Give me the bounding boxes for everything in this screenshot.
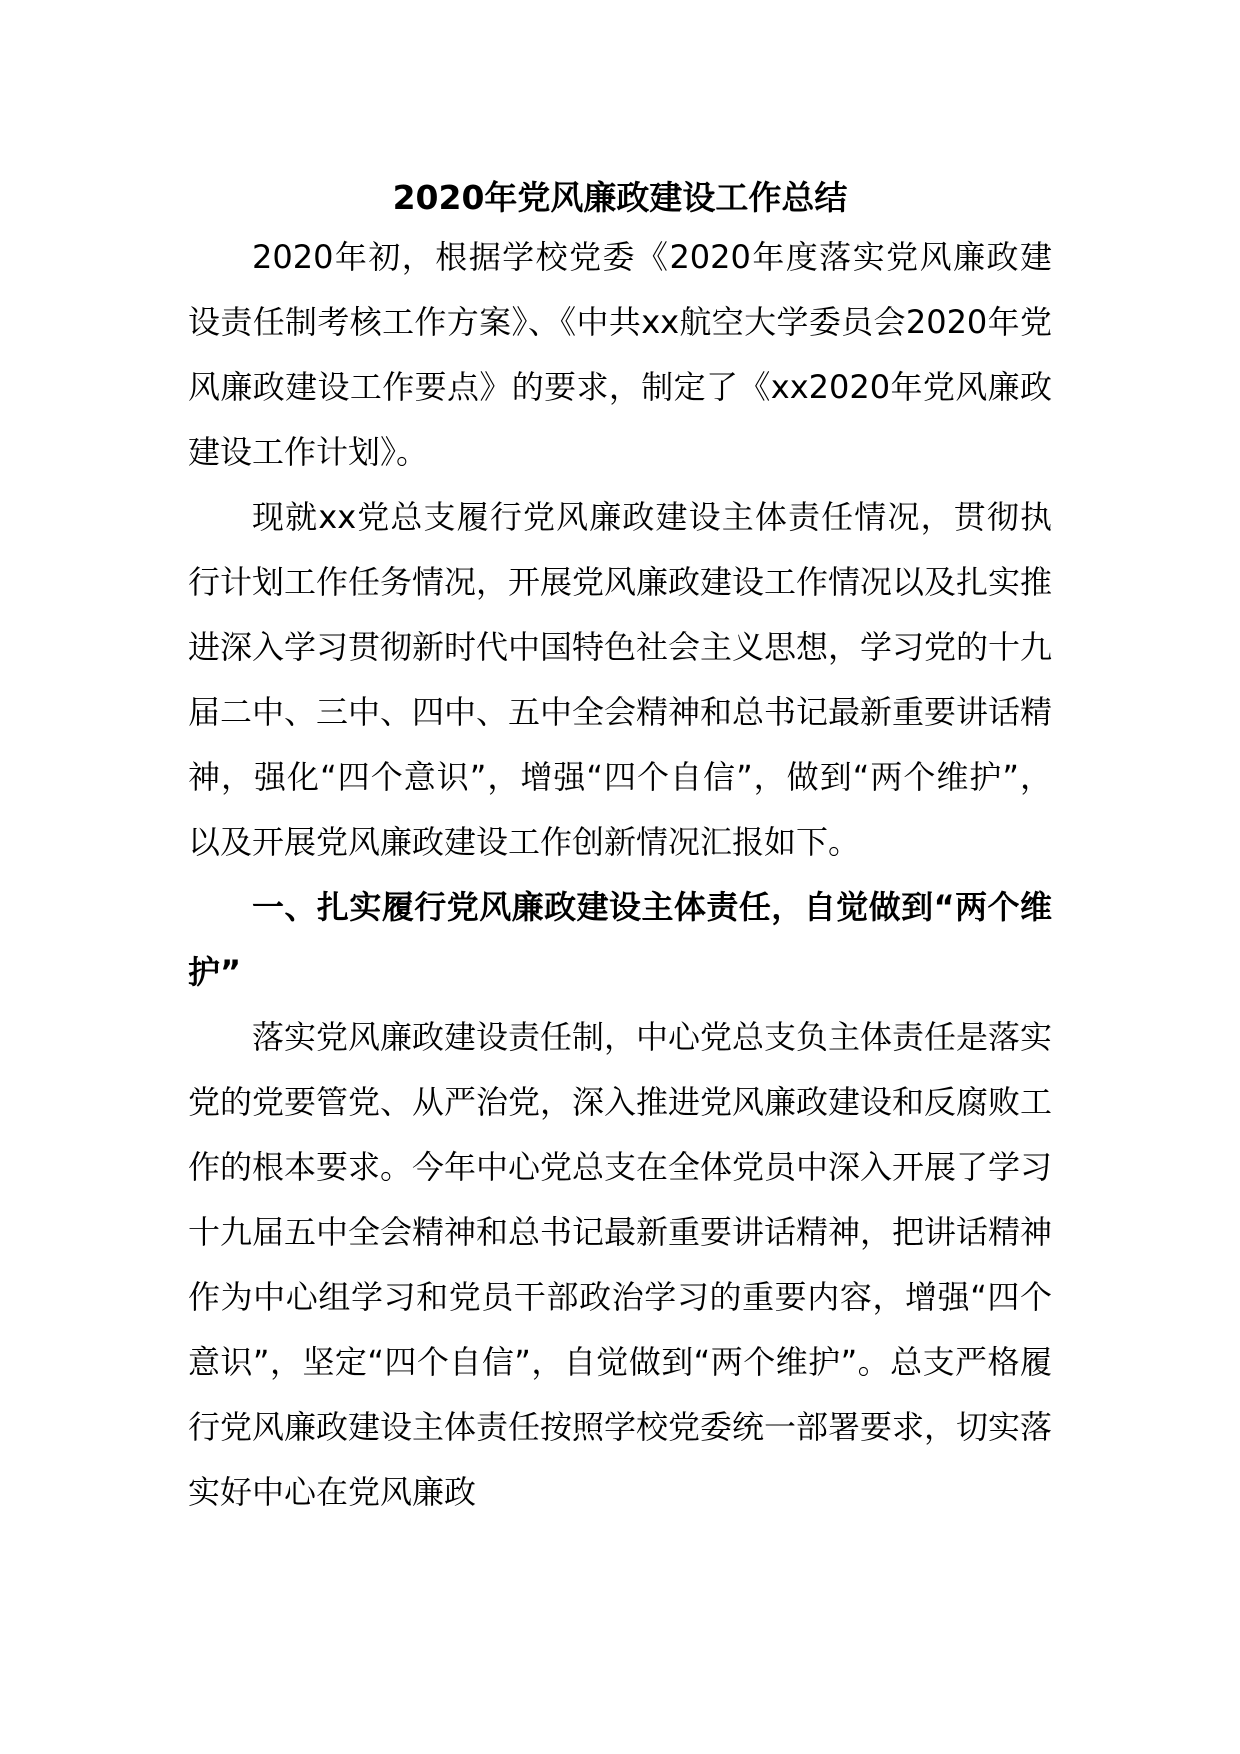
- intro-paragraph: 2020年初，根据学校党委《2020年度落实党风廉政建设责任制考核工作方案》、《中共xx航空大学委员会2020年党风廉政建设工作要点》的要求，制定了《xx2020年党风廉政建设工作计划》。: [188, 238, 1052, 471]
- document-title: 2020年党风廉政建设工作总结: [392, 178, 848, 217]
- section-heading-1: 一、扎实履行党风廉政建设主体责任，自觉做到“两个维护”: [188, 888, 1052, 991]
- overview-paragraph: 现就xx党总支履行党风廉政建设主体责任情况，贯彻执行计划工作任务情况，开展党风廉政建设工作情况以及扎实推进深入学习贯彻新时代中国特色社会主义思想，学习党的十九届二中、三中、四中、五中全会精神和总书记最新重要讲话精神，强化“四个意识”，增强“四个自信”，做到“两个维护”，以及开展党风廉政建设工作创新情况汇报如下。: [188, 498, 1053, 861]
- document-body: [188, 170, 1052, 1525]
- section-1-paragraph: 落实党风廉政建设责任制，中心党总支负主体责任是落实党的党要管党、从严治党，深入推进党风廉政建设和反腐败工作的根本要求。今年中心党总支在全体党员中深入开展了学习十九届五中全会精神和总书记最新重要讲话精神，把讲话精神作为中心组学习和党员干部政治学习的重要内容，增强“四个意识”，坚定“四个自信”，自觉做到“两个维护”。总支严格履行党风廉政建设主体责任按照学校党委统一部署要求，切实落实好中心在党风廉政: [188, 1018, 1053, 1511]
